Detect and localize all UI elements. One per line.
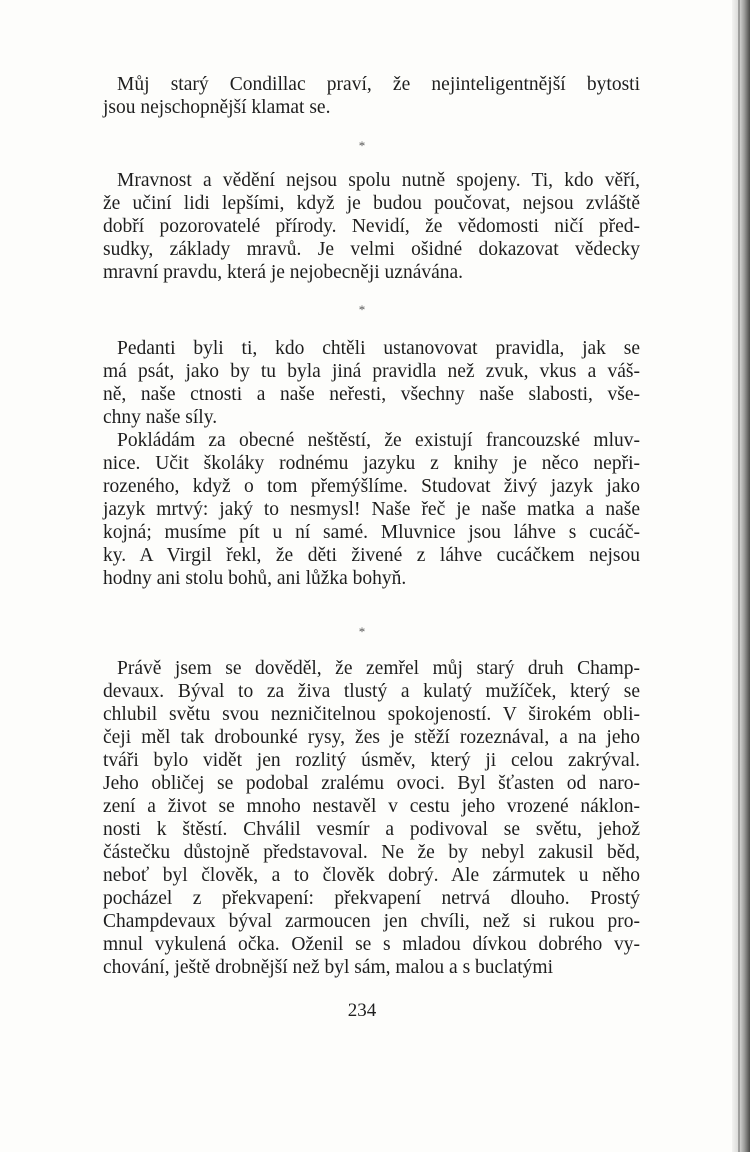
text-line: rozeného, když o tom přemýšlíme. Studovat živý jazyk jako	[103, 476, 640, 497]
text-line: chování, ještě drobnější než byl sám, malou a s buclatými	[103, 957, 554, 978]
text-line: devaux. Býval to za živa tlustý a kulatý mužíček, který se	[103, 681, 640, 702]
text-line: ně, naše ctnosti a naše neřesti, všechny naše slabosti, vše-	[103, 384, 640, 405]
text-line: chny naše síly.	[103, 407, 218, 428]
text-line: hodny ani stolu bohů, ani lůžka bohyň.	[103, 568, 407, 589]
page-number: 234	[347, 1000, 377, 1021]
text-line: tváři bylo vidět jen rozlitý úsměv, který ji celou zakrýval.	[103, 750, 640, 771]
separator-asterisk: *	[358, 624, 366, 639]
text-line: Jeho obličej se podobal zralému ovoci. Byl šťasten od naro-	[103, 773, 640, 794]
text-line: má psát, jako by tu byla jiná pravidla než zvuk, vkus a váš-	[103, 361, 640, 382]
text-line: sudky, základy mravů. Je velmi ošidné dokazovat vědecky	[103, 239, 640, 260]
text-line: pocházel z překvapení: překvapení netrvá dlouho. Prostý	[103, 888, 640, 909]
text-line: mnul vykulená očka. Oženil se s mladou dívkou dobrého vy-	[103, 934, 640, 955]
section-separator	[0, 302, 750, 318]
text-line: dobří pozorovatelé přírody. Nevidí, že vědomosti ničí před-	[103, 216, 640, 237]
scan-page-edge	[732, 0, 750, 1152]
text-line: chlubil světu svou nezničitelnou spokojeností. V širokém obli-	[103, 704, 640, 725]
text-line: jazyk mrtvý: jaký to nesmysl! Naše řeč je naše matka a naše	[103, 499, 640, 520]
text-line: neboť byl člověk, a to člověk dobrý. Ale zármutek u něho	[103, 865, 640, 886]
text-line: Můj starý Condillac praví, že nejinteligentnější bytosti	[117, 74, 640, 95]
text-line: kojná; musíme pít u ní samé. Mluvnice jsou láhve s cucáč-	[103, 522, 640, 543]
text-line: Pedanti byli ti, kdo chtěli ustanovovat pravidla, jak se	[117, 338, 640, 359]
scan-page-edge-line	[738, 0, 740, 1152]
text-line: Právě jsem se dověděl, že zemřel můj starý druh Champ-	[117, 658, 640, 679]
section-separator	[0, 624, 750, 640]
text-line: zení a život se mnoho nestavěl v cestu jeho vrozené náklon-	[103, 796, 640, 817]
separator-asterisk: *	[358, 138, 366, 153]
text-line: mravní pravdu, která je nejobecněji uznávána.	[103, 262, 464, 283]
text-line: Champdevaux býval zarmoucen jen chvíli, než si rukou pro-	[103, 911, 640, 932]
text-line: nice. Učit školáky rodnému jazyku z knihy je něco nepři-	[103, 453, 640, 474]
text-line: jsou nejschopnější klamat se.	[103, 97, 331, 118]
text-line: nosti k štěstí. Chválil vesmír a podivoval se světu, jehož	[103, 819, 640, 840]
text-line: Pokládám za obecné neštěstí, že existují francouzské mluv-	[117, 430, 640, 451]
text-line: Mravnost a vědění nejsou spolu nutně spojeny. Ti, kdo věří,	[117, 170, 640, 191]
section-separator	[0, 138, 750, 154]
text-line: ky. A Virgil řekl, že děti živené z láhve cucáčkem nejsou	[103, 545, 640, 566]
text-line: čeji měl tak drobounké rysy, žes je stěží rozeznával, a na jeho	[103, 727, 640, 748]
separator-asterisk: *	[358, 302, 366, 317]
text-line: že učiní lidi lepšími, když je budou poučovat, nejsou zvláště	[103, 193, 640, 214]
text-line: částečku důstojně představoval. Ne že by nebyl zakusil běd,	[103, 842, 640, 863]
